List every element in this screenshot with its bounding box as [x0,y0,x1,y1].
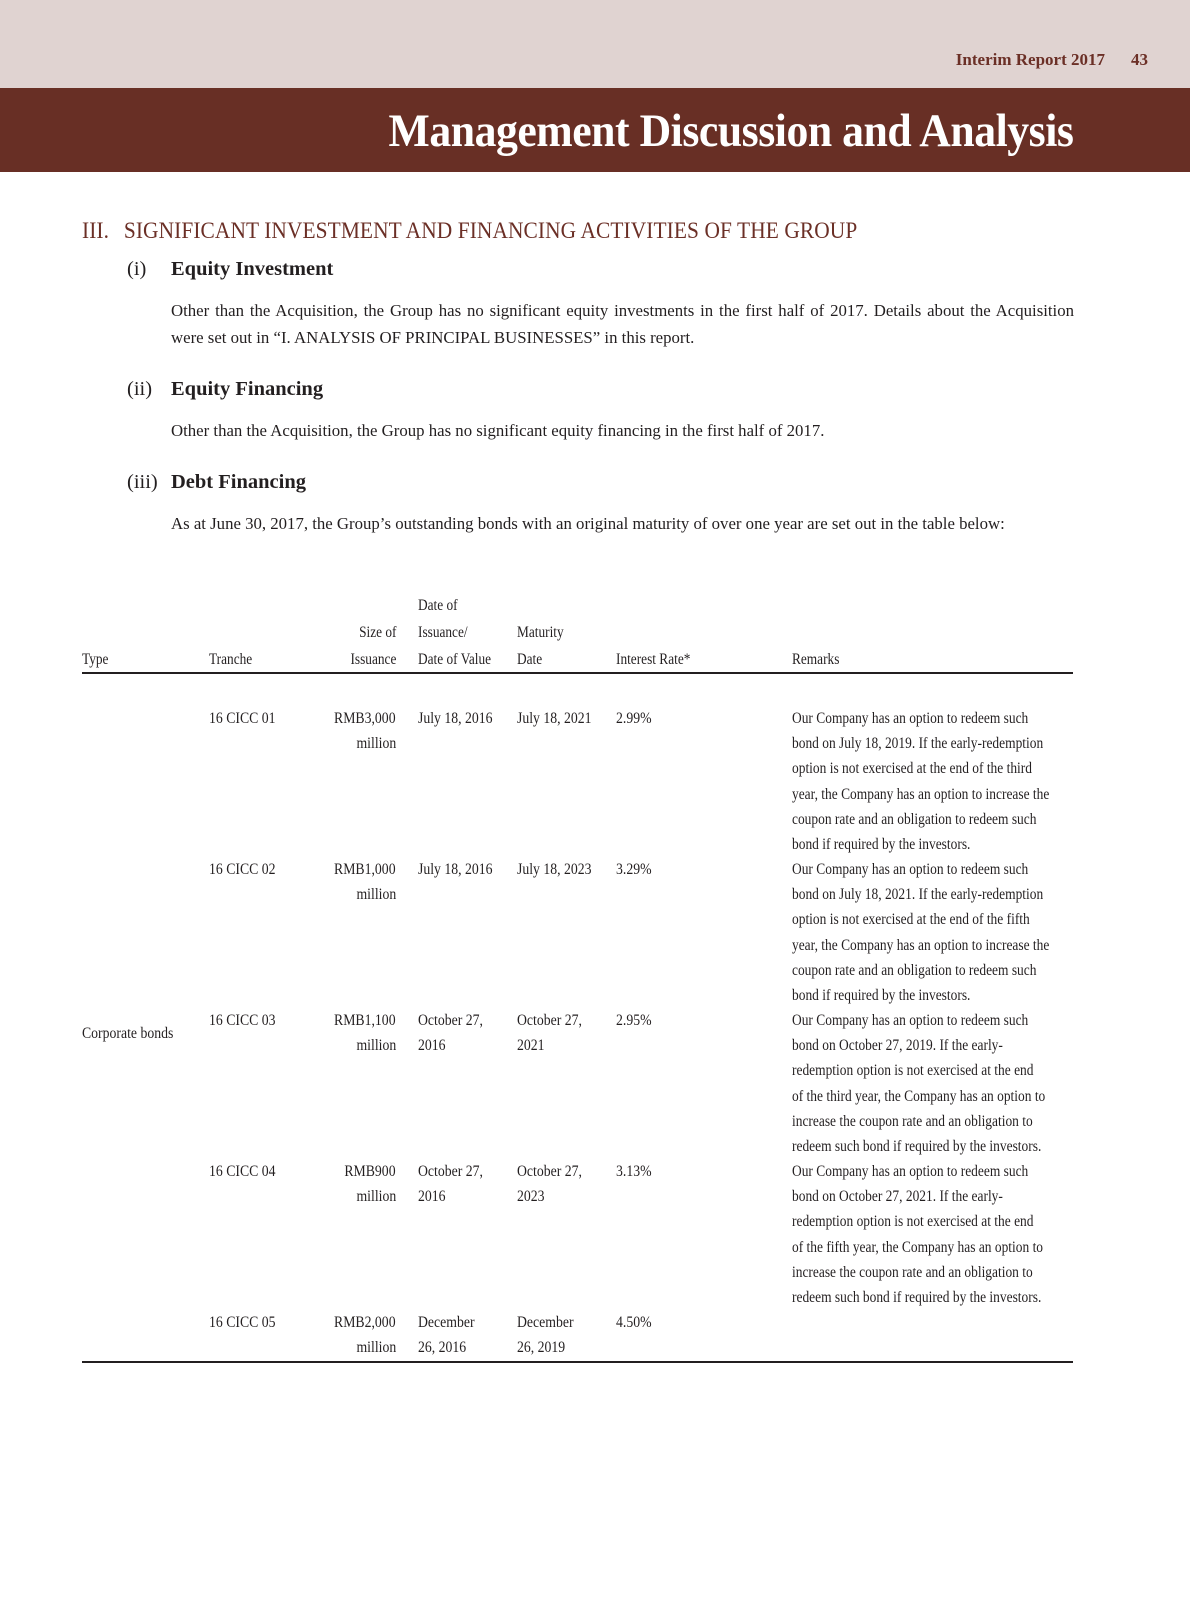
remark-line: Our Company has an option to redeem such [792,1012,1029,1029]
cell-size-unit: million [356,1339,396,1356]
remark-line: year, the Company has an option to increase the [792,785,1050,803]
cell-remarks [792,706,1069,857]
cell-maturity-date: July 18, 2023 [517,861,592,878]
cell-tranche: 16 CICC 03 [209,1012,276,1029]
section-title: SIGNIFICANT INVESTMENT AND FINANCING ACTIVITIES OF THE GROUP [123,218,858,243]
remark-line: redeem such bond if required by the investors. [792,1138,1042,1156]
remark-line: redemption option is not exercised at the end [792,1213,1034,1231]
page-number: 43 [1131,50,1148,69]
remark-line: bond on October 27, 2019. If the early- [792,1037,1003,1055]
cell-tranche: 16 CICC 05 [209,1314,276,1331]
cell-issuance-date: July 18, 2016 [418,710,493,727]
cell-issuance-date: October 27, [418,1012,483,1029]
chapter-title: Management Discussion and Analysis [388,105,1073,157]
cell-issuance-date: December [418,1314,475,1331]
cell-tranche: 16 CICC 02 [209,861,276,878]
cell-maturity-date: October 27, [517,1012,582,1029]
paragraph-debt-financing: As at June 30, 2017, the Group’s outstanding bonds with an original maturity of over one year are set out in the table below: [171,514,1005,533]
remark-line: increase the coupon rate and an obligation to [792,1263,1033,1281]
col-header-maturity-line2: Date [517,651,543,668]
paragraph-equity-investment: Other than the Acquisition, the Group has no significant equity investments in the first half of 2017. Details about the Acquisition were set out in “I. ANALYSIS OF PRINCIPAL BUSINESSES” in this report. [171,301,1074,347]
header-band [0,0,1190,88]
col-header-size-line2: Issuance [350,651,396,668]
cell-issuance-year: 26, 2016 [418,1339,467,1356]
remark-line: coupon rate and an obligation to redeem such [792,810,1037,828]
remark-line: option is not exercised at the end of the fifth [792,911,1030,929]
cell-tranche: 16 CICC 04 [209,1163,276,1180]
col-header-issuance-line2: Issuance/ [418,624,468,641]
cell-maturity-year: 2023 [517,1188,545,1205]
cell-remarks [792,1008,1069,1159]
col-header-size-line1: Size of [358,624,396,641]
cell-maturity-date: October 27, [517,1163,582,1180]
remark-line: bond on July 18, 2019. If the early-redemption [792,735,1044,753]
remark-line: of the fifth year, the Company has an option to [792,1238,1044,1256]
cell-size: RMB1,000 [334,861,396,878]
remark-line: bond if required by the investors. [792,987,971,1005]
remark-line: of the third year, the Company has an option to [792,1087,1046,1105]
cell-size-unit: million [356,1037,396,1054]
subsection-title: Equity Financing [171,378,324,400]
section-number: III. [82,218,110,243]
col-header-maturity-line1: Maturity [517,624,564,641]
remark-line: bond on October 27, 2021. If the early- [792,1188,1003,1206]
subsection-label: (ii) [127,378,153,400]
cell-issuance-year: 2016 [418,1037,446,1054]
remark-line: Our Company has an option to redeem such [792,710,1029,727]
cell-issuance-date: October 27, [418,1163,483,1180]
paragraph-equity-financing: Other than the Acquisition, the Group has no significant equity financing in the first half of 2017. [171,421,825,440]
remark-line: year, the Company has an option to increase the [792,936,1050,954]
cell-issuance-date: July 18, 2016 [418,861,493,878]
remark-line: Our Company has an option to redeem such [792,1163,1029,1180]
remark-line: increase the coupon rate and an obligation to [792,1112,1033,1130]
header-rule [82,672,1073,674]
cell-remarks [792,1159,1069,1310]
col-header-tranche: Tranche [209,651,253,668]
remark-line: Our Company has an option to redeem such [792,861,1029,878]
subsection-label: (i) [127,258,147,280]
cell-type: Corporate bonds [82,1025,174,1042]
cell-issuance-year: 2016 [418,1188,446,1205]
cell-maturity-year: 26, 2019 [517,1339,566,1356]
col-header-interest-rate: Interest Rate* [616,651,691,668]
cell-maturity-date: December [517,1314,574,1331]
cell-size: RMB1,100 [334,1012,396,1029]
chapter-title-band [0,88,1190,172]
remark-line: bond on July 18, 2021. If the early-redemption [792,886,1044,904]
cell-remarks [792,857,1069,1008]
cell-interest-rate: 3.13% [616,1163,652,1180]
col-header-issuance-line1: Date of [418,597,458,614]
section-heading [82,218,857,244]
subsection-label: (iii) [127,471,158,493]
table-bottom-rule [82,1361,1073,1363]
cell-interest-rate: 2.95% [616,1012,652,1029]
remark-line: option is not exercised at the end of the third [792,760,1032,778]
cell-size-unit: million [356,886,396,903]
report-title: Interim Report 2017 [955,50,1105,69]
cell-tranche: 16 CICC 01 [209,710,276,727]
col-header-remarks: Remarks [792,651,840,668]
cell-size: RMB3,000 [334,710,396,727]
subsection-title: Equity Investment [171,258,334,280]
col-header-issuance-line3: Date of Value [418,651,492,668]
cell-interest-rate: 4.50% [616,1314,652,1331]
cell-size-unit: million [356,735,396,752]
cell-maturity-date: July 18, 2021 [517,710,592,727]
subsection-title: Debt Financing [171,471,306,493]
cell-size: RMB2,000 [334,1314,396,1331]
cell-maturity-year: 2021 [517,1037,545,1054]
cell-interest-rate: 3.29% [616,861,652,878]
remark-line: coupon rate and an obligation to redeem such [792,961,1037,979]
running-header [0,50,1190,70]
col-header-type: Type [82,651,109,668]
cell-size: RMB900 [344,1163,396,1180]
remark-line: redeem such bond if required by the investors. [792,1289,1042,1307]
remark-line: bond if required by the investors. [792,836,971,854]
cell-interest-rate: 2.99% [616,710,652,727]
cell-size-unit: million [356,1188,396,1205]
remark-line: redemption option is not exercised at the end [792,1062,1034,1080]
